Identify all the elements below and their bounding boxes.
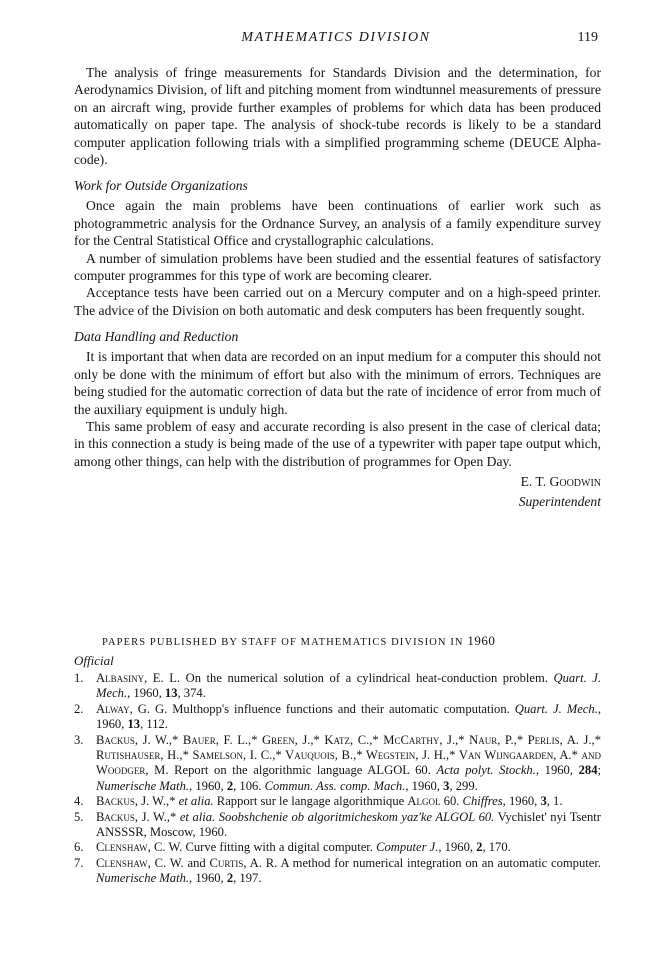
publications-heading xyxy=(102,633,601,651)
reference-text: , 1960, xyxy=(189,871,227,886)
reference-author: Backus, J. W.,* xyxy=(96,809,177,824)
reference-title: Multhopp's influence functions and their automatic computation. xyxy=(167,701,515,716)
paragraph: Once again the main problems have been continuations of earlier work such as photogrammetric analysis for the Ordnance Survey, an analysis of a family expenditure survey for the Central Statistical Office and crystallographic calculations. xyxy=(74,198,601,249)
reference-author: Alway, G. G. xyxy=(96,701,168,716)
paragraph: It is important that when data are recorded on an input medium for a computer this should not only be done with the minimum of effort but also with the minimum of errors. Techniques are being studied for the automatic correction of data but the rate of incidence of error from much of the auxiliary equipment is unduly high. xyxy=(74,349,601,417)
reference-title: Report on the algorithmic language ALGOL 60. xyxy=(168,763,437,778)
reference-journal: Acta polyt. Stockh. xyxy=(436,763,536,778)
reference-volume: 2 xyxy=(226,871,234,886)
publications-year: 1960 xyxy=(467,633,496,648)
reference-journal: Computer J. xyxy=(376,840,439,855)
reference-number: 2. xyxy=(74,701,84,716)
reference-volume: 2 xyxy=(226,778,234,793)
page-header xyxy=(74,30,598,52)
reference-volume: 13 xyxy=(164,686,178,701)
reference-number: 6. xyxy=(74,840,84,855)
reference-text: , 1960, xyxy=(96,701,601,732)
reference-item xyxy=(74,840,601,855)
reference-title: Rapport sur le langage algorithmique xyxy=(213,794,408,809)
reference-item xyxy=(74,733,601,795)
reference-list xyxy=(74,671,601,887)
running-title: MATHEMATICS DIVISION xyxy=(241,30,431,45)
reference-item xyxy=(74,671,601,702)
reference-text: , 1960, xyxy=(127,686,165,701)
reference-number: 3. xyxy=(74,732,84,747)
reference-volume: 284 xyxy=(578,763,598,778)
reference-text: , 1960, xyxy=(502,794,541,809)
reference-number: 5. xyxy=(74,809,84,824)
reference-item xyxy=(74,702,601,733)
publications-section xyxy=(74,633,601,887)
reference-text: , 1960, xyxy=(438,840,477,855)
reference-item xyxy=(74,810,601,841)
reference-language-name: Algol xyxy=(407,794,441,809)
reference-text: , 1960, xyxy=(189,778,227,793)
reference-item xyxy=(74,794,601,809)
reference-text: and xyxy=(183,855,210,870)
reference-author: Clenshaw, C. W. xyxy=(96,855,184,870)
reference-journal: Quart. J. Mech. xyxy=(96,671,602,701)
reference-volume: 3 xyxy=(540,794,547,809)
reference-text: , 197. xyxy=(233,871,262,886)
reference-title: On the numerical solution of a cylindrical heat-conduction problem. xyxy=(180,671,554,685)
reference-author: Backus, J. W.,* xyxy=(96,794,176,809)
reference-journal: Numerische Math. xyxy=(96,778,190,793)
reference-number: 4. xyxy=(74,794,84,809)
reference-title: Curve fitting with a digital computer. xyxy=(182,840,377,855)
reference-text: , 170. xyxy=(482,840,511,855)
reference-volume: 3 xyxy=(443,778,450,793)
reference-volume: 2 xyxy=(476,840,483,855)
reference-text: , 1960, xyxy=(535,763,579,778)
reference-title: A method for numerical integration on an automatic computer. xyxy=(277,855,601,870)
page-number: 119 xyxy=(577,30,598,45)
reference-title: et alia. Soobshchenie ob algoritmicheskom yaz'ke ALGOL 60. xyxy=(179,809,495,824)
reference-author: Curtis, A. R. xyxy=(209,855,278,870)
publications-heading-text: PAPERS PUBLISHED BY STAFF OF MATHEMATICS DIVISION IN xyxy=(102,637,464,648)
reference-et-alia: et alia. xyxy=(178,794,214,809)
reference-text: , 1. xyxy=(546,794,563,809)
reference-text: , 374. xyxy=(177,686,206,701)
publications-category: Official xyxy=(74,653,114,668)
reference-text: , 299. xyxy=(449,778,478,793)
signature-name: E. T. Goodwin xyxy=(520,474,601,490)
reference-text: ; xyxy=(597,763,601,778)
reference-journal: Chiffres xyxy=(462,794,503,809)
signature-block xyxy=(74,472,601,512)
reference-text: , 112. xyxy=(140,717,168,732)
paragraph: A number of simulation problems have been studied and the essential features of satisfactory computer programmes for this type of work are becoming clearer. xyxy=(74,250,601,284)
reference-text: 60. xyxy=(440,794,463,809)
reference-text: , 106. xyxy=(233,778,265,793)
reference-author: Albasiny, E. L. xyxy=(96,671,181,685)
paragraph: The analysis of fringe measurements for Standards Division and the determination, for Aerodynamics Division, of lift and pitching moment from windtunnel measurements of pressure on an aircraft wing, provide further examples of problems for which data has been produced automatically on paper tape. The analysis of shock-tube records is likely to be a standard computer application following trials with a simplified programming scheme (DEUCE Alphacode). xyxy=(74,65,601,168)
section-heading: Data Handling and Reduction xyxy=(74,329,239,345)
reference-volume: 13 xyxy=(127,717,141,732)
reference-journal: Numerische Math. xyxy=(96,871,190,886)
reference-number: 7. xyxy=(74,855,84,870)
reference-number: 1. xyxy=(74,671,84,685)
reference-text: , 1960, xyxy=(405,778,444,793)
reference-item xyxy=(74,856,601,887)
body-text xyxy=(74,64,601,512)
reference-journal: Quart. J. Mech. xyxy=(514,701,598,716)
signature-title: Superintendent xyxy=(518,494,601,510)
reference-author: Backus, J. W.,* Bauer, F. L.,* Green, J.,* Katz, C.,* McCarthy, J.,* Naur, P.,* Perlis, A. J.,* Rutishauser, H.,* Samelson, I. C.,* Vauquois, B.,* Wegstein, J. H.,* Van Wijngaarden, A.* and Woodger, M. xyxy=(96,732,601,778)
reference-journal: Commun. Ass. comp. Mach. xyxy=(264,778,406,793)
paragraph: This same problem of easy and accurate recording is also present in the case of clerical data; in this connection a study is being made of the use of a typewriter with paper tape output which, among other things, can help with the distribution of programmes for Open Day. xyxy=(74,418,601,469)
reference-publisher: Vychislet' nyi Tsentr ANSSSR, Moscow, 1960. xyxy=(96,809,602,840)
section-heading: Work for Outside Organizations xyxy=(74,178,248,194)
reference-author: Clenshaw, C. W. xyxy=(96,840,183,855)
paragraph: Acceptance tests have been carried out on a Mercury computer and on a high-speed printer. The advice of the Division on both automatic and desk computers has been frequently sought. xyxy=(74,285,601,318)
